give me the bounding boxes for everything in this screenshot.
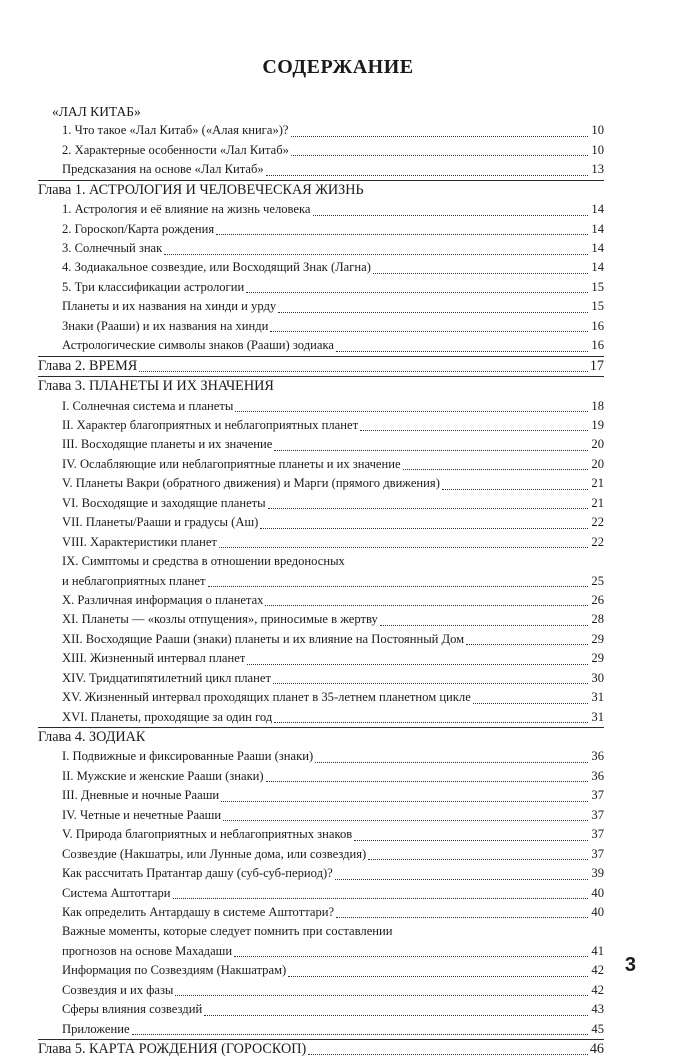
toc-entry bbox=[38, 669, 604, 688]
entry-page: 40 bbox=[591, 904, 604, 919]
chapter-heading bbox=[38, 377, 604, 396]
entry-page: 30 bbox=[591, 670, 604, 685]
chapter-title: Глава 1. АСТРОЛОГИЯ И ЧЕЛОВЕЧЕСКАЯ ЖИЗНЬ bbox=[38, 181, 364, 198]
entry-label: 1. Что такое «Лал Китаб» («Алая книга»)? bbox=[62, 123, 289, 138]
dot-leader bbox=[265, 605, 588, 606]
entry-page: 37 bbox=[591, 807, 604, 822]
toc-entry bbox=[38, 317, 604, 336]
toc-entry bbox=[38, 397, 604, 416]
entry-page: 20 bbox=[591, 456, 604, 471]
entry-label: Приложение bbox=[62, 1021, 130, 1036]
dot-leader bbox=[175, 995, 588, 996]
entry-label: III. Восходящие планеты и их значение bbox=[62, 437, 273, 452]
entry-label: 4. Зодиакальное созвездие, или Восходящий Знак (Лагна) bbox=[62, 260, 371, 275]
entry-label-continued: прогнозов на основе Махадаши bbox=[62, 943, 233, 958]
entry-label: IV. Четные и нечетные Рааши bbox=[62, 807, 222, 822]
entry-label: 3. Солнечный знак bbox=[62, 241, 163, 256]
entry-page: 29 bbox=[591, 651, 604, 666]
entry-page: 36 bbox=[591, 749, 604, 764]
entry-label: Важные моменты, которые следует помнить при составлении bbox=[62, 924, 393, 939]
toc-entry bbox=[38, 121, 604, 140]
entry-page: 40 bbox=[591, 885, 604, 900]
dot-leader bbox=[313, 215, 588, 216]
entry-label: III. Дневные и ночные Рааши bbox=[62, 788, 220, 803]
toc-section bbox=[38, 727, 604, 1039]
entry-label: XIII. Жизненный интервал планет bbox=[62, 651, 246, 666]
entry-label: I. Солнечная система и планеты bbox=[62, 398, 234, 413]
dot-leader bbox=[268, 508, 588, 509]
dot-leader bbox=[270, 331, 588, 332]
entry-label: VI. Восходящие и заходящие планеты bbox=[62, 495, 266, 510]
dot-leader bbox=[360, 430, 588, 431]
entry-page: 16 bbox=[591, 338, 604, 353]
dot-leader bbox=[164, 254, 588, 255]
dot-leader bbox=[266, 175, 588, 176]
entry-label: VII. Планеты/Рааши и градусы (Аш) bbox=[62, 515, 259, 530]
entry-label: Предсказания на основе «Лал Китаб» bbox=[62, 162, 264, 177]
toc-entry bbox=[38, 278, 604, 297]
dot-leader bbox=[354, 840, 588, 841]
entry-page: 10 bbox=[591, 142, 604, 157]
toc-entry bbox=[38, 336, 604, 355]
toc-entry bbox=[38, 591, 604, 610]
entry-label: XIV. Тридцатипятилетний цикл планет bbox=[62, 670, 271, 685]
chapter-page: 17 bbox=[589, 357, 604, 374]
entry-label-continued: и неблагоприятных планет bbox=[62, 573, 206, 588]
table-of-contents bbox=[38, 102, 604, 1059]
entry-label: XI. Планеты — «козлы отпущения», приносимые в жертву bbox=[62, 612, 378, 627]
dot-leader bbox=[173, 898, 589, 899]
entry-page: 26 bbox=[591, 592, 604, 607]
toc-entry bbox=[38, 533, 604, 552]
entry-continuation bbox=[62, 572, 604, 591]
entry-page: 37 bbox=[591, 827, 604, 842]
chapter-page: 46 bbox=[589, 1041, 604, 1058]
entry-label: VIII. Характеристики планет bbox=[62, 534, 217, 549]
entry-page: 15 bbox=[591, 299, 604, 314]
entry-page: 37 bbox=[591, 788, 604, 803]
entry-label: XVI. Планеты, проходящие за один год bbox=[62, 709, 273, 724]
entry-page: 39 bbox=[591, 866, 604, 881]
dot-leader bbox=[288, 976, 588, 977]
toc-entry bbox=[38, 903, 604, 922]
chapter-heading bbox=[38, 181, 604, 200]
dot-leader bbox=[216, 234, 588, 235]
entry-page: 14 bbox=[591, 221, 604, 236]
toc-entry bbox=[38, 747, 604, 766]
dot-leader bbox=[274, 450, 588, 451]
entry-page: 13 bbox=[591, 162, 604, 177]
toc-entry bbox=[38, 259, 604, 278]
entry-label: Как рассчитать Пратантар дашу (суб-суб-период)? bbox=[62, 866, 333, 881]
toc-entry bbox=[38, 961, 604, 980]
toc-entry bbox=[38, 630, 604, 649]
entry-label: XII. Восходящие Рааши (знаки) планеты и их влияние на Постоянный Дом bbox=[62, 631, 465, 646]
entry-label: 5. Три классификации астрологии bbox=[62, 279, 245, 294]
entry-page: 19 bbox=[591, 417, 604, 432]
entry-label: Знаки (Рааши) и их названия на хинди bbox=[62, 318, 269, 333]
entry-label: Астрологические символы знаков (Рааши) зодиака bbox=[62, 338, 334, 353]
dot-leader bbox=[221, 801, 588, 802]
entry-page: 20 bbox=[591, 437, 604, 452]
toc-entry bbox=[38, 767, 604, 786]
toc-entry bbox=[38, 220, 604, 239]
dot-leader bbox=[273, 683, 588, 684]
entry-page: 14 bbox=[591, 260, 604, 275]
dot-leader bbox=[336, 351, 588, 352]
entry-label: Планеты и их названия на хинди и урду bbox=[62, 299, 277, 314]
chapter-heading bbox=[38, 1040, 604, 1059]
entry-label: II. Характер благоприятных и неблагоприятных планет bbox=[62, 417, 359, 432]
toc-section bbox=[38, 376, 604, 727]
entry-page: 10 bbox=[591, 123, 604, 138]
chapter-title: Глава 4. ЗОДИАК bbox=[38, 729, 146, 745]
dot-leader bbox=[274, 722, 588, 723]
page-title: СОДЕРЖАНИЕ bbox=[262, 56, 414, 78]
toc-entry bbox=[38, 922, 604, 961]
entry-page: 14 bbox=[591, 202, 604, 217]
entry-label: 2. Гороскоп/Карта рождения bbox=[62, 221, 215, 236]
entry-label: Информация по Созвездиям (Накшатрам) bbox=[62, 963, 287, 978]
toc-entry bbox=[38, 239, 604, 258]
toc-entry bbox=[38, 1000, 604, 1019]
toc-entry bbox=[38, 513, 604, 532]
entry-page: 28 bbox=[591, 612, 604, 627]
toc-entry bbox=[38, 435, 604, 454]
toc-section bbox=[38, 356, 604, 376]
dot-leader bbox=[278, 312, 588, 313]
entry-label: 2. Характерные особенности «Лал Китаб» bbox=[62, 142, 289, 157]
toc-section bbox=[38, 180, 604, 356]
toc-entry bbox=[38, 864, 604, 883]
entry-label: X. Различная информация о планетах bbox=[62, 592, 264, 607]
dot-leader bbox=[335, 879, 588, 880]
entry-page: 42 bbox=[591, 963, 604, 978]
entry-page: 16 bbox=[591, 318, 604, 333]
toc-entry bbox=[38, 455, 604, 474]
dot-leader bbox=[204, 1015, 588, 1016]
toc-entry bbox=[38, 981, 604, 1000]
toc-entry bbox=[38, 688, 604, 707]
chapter-title: «ЛАЛ КИТАБ» bbox=[52, 103, 141, 119]
entry-label: Как определить Антардашу в системе Аштоттари? bbox=[62, 904, 335, 919]
entry-page: 42 bbox=[591, 982, 604, 997]
entry-page: 41 bbox=[591, 943, 604, 958]
toc-entry bbox=[38, 786, 604, 805]
dot-leader bbox=[208, 586, 589, 587]
entry-continuation bbox=[62, 942, 604, 961]
toc-section bbox=[38, 1039, 604, 1059]
toc-section bbox=[38, 102, 604, 180]
dot-leader bbox=[403, 469, 588, 470]
dot-leader bbox=[336, 917, 588, 918]
dot-leader bbox=[473, 703, 588, 704]
entry-page: 31 bbox=[591, 709, 604, 724]
toc-entry bbox=[38, 494, 604, 513]
chapter-title: Глава 2. ВРЕМЯ bbox=[38, 357, 138, 374]
toc-entry bbox=[38, 474, 604, 493]
toc-entry bbox=[38, 416, 604, 435]
dot-leader bbox=[246, 292, 588, 293]
dot-leader bbox=[308, 1054, 588, 1055]
dot-leader bbox=[219, 547, 588, 548]
toc-entry bbox=[38, 200, 604, 219]
entry-label: 1. Астрология и её влияние на жизнь человека bbox=[62, 202, 311, 217]
chapter-heading bbox=[38, 357, 604, 376]
entry-label: I. Подвижные и фиксированные Рааши (знаки) bbox=[62, 749, 314, 764]
entry-page: 31 bbox=[591, 690, 604, 705]
dot-leader bbox=[380, 625, 588, 626]
entry-page: 21 bbox=[591, 476, 604, 491]
dot-leader bbox=[235, 411, 588, 412]
entry-label: V. Планеты Вакри (обратного движения) и Марги (прямого движения) bbox=[62, 476, 440, 491]
entry-label: Созвездия и их фазы bbox=[62, 982, 174, 997]
entry-page: 29 bbox=[591, 631, 604, 646]
dot-leader bbox=[266, 781, 588, 782]
dot-leader bbox=[466, 644, 588, 645]
toc-entry bbox=[38, 708, 604, 727]
dot-leader bbox=[234, 956, 588, 957]
entry-page: 14 bbox=[591, 241, 604, 256]
dot-leader bbox=[223, 820, 588, 821]
toc-entry bbox=[38, 1020, 604, 1039]
toc-entry bbox=[38, 297, 604, 316]
entry-page: 18 bbox=[591, 398, 604, 413]
entry-page: 21 bbox=[591, 495, 604, 510]
entry-label: Система Аштоттари bbox=[62, 885, 171, 900]
dot-leader bbox=[373, 273, 588, 274]
toc-entry bbox=[38, 825, 604, 844]
entry-label: XV. Жизненный интервал проходящих планет в 35-летнем планетном цикле bbox=[62, 690, 471, 705]
dot-leader bbox=[132, 1034, 588, 1035]
dot-leader bbox=[368, 859, 588, 860]
entry-page: 22 bbox=[591, 534, 604, 549]
entry-label: IX. Симптомы и средства в отношении вредоносных bbox=[62, 554, 345, 569]
entry-page: 36 bbox=[591, 768, 604, 783]
dot-leader bbox=[291, 155, 588, 156]
toc-entry bbox=[38, 552, 604, 591]
chapter-title: Глава 5. КАРТА РОЖДЕНИЯ (ГОРОСКОП) bbox=[38, 1041, 307, 1058]
toc-entry bbox=[38, 806, 604, 825]
dot-leader bbox=[291, 136, 588, 137]
page-number: 3 bbox=[624, 954, 636, 976]
entry-page: 43 bbox=[591, 1002, 604, 1017]
entry-page: 25 bbox=[591, 573, 604, 588]
toc-entry bbox=[38, 845, 604, 864]
toc-entry bbox=[38, 884, 604, 903]
dot-leader bbox=[260, 528, 588, 529]
entry-page: 37 bbox=[591, 846, 604, 861]
dot-leader bbox=[442, 489, 588, 490]
toc-entry bbox=[38, 160, 604, 179]
chapter-title: Глава 3. ПЛАНЕТЫ И ИХ ЗНАЧЕНИЯ bbox=[38, 378, 274, 395]
entry-page: 22 bbox=[591, 515, 604, 530]
entry-page: 15 bbox=[591, 279, 604, 294]
dot-leader bbox=[247, 664, 588, 665]
toc-entry bbox=[38, 610, 604, 629]
toc-entry bbox=[38, 141, 604, 160]
entry-label: II. Мужские и женские Рааши (знаки) bbox=[62, 768, 264, 783]
entry-label: V. Природа благоприятных и неблагоприятных знаков bbox=[62, 827, 353, 842]
entry-page: 45 bbox=[591, 1021, 604, 1036]
entry-label: Сферы влияния созвездий bbox=[62, 1002, 203, 1017]
entry-label: Созвездие (Накшатры, или Лунные дома, или созвездия) bbox=[62, 846, 367, 861]
section-heading bbox=[38, 102, 604, 121]
entry-label: IV. Ослабляющие или неблагоприятные планеты и их значение bbox=[62, 456, 401, 471]
dot-leader bbox=[315, 762, 588, 763]
dot-leader bbox=[139, 371, 588, 372]
toc-entry bbox=[38, 649, 604, 668]
chapter-heading bbox=[38, 728, 604, 747]
